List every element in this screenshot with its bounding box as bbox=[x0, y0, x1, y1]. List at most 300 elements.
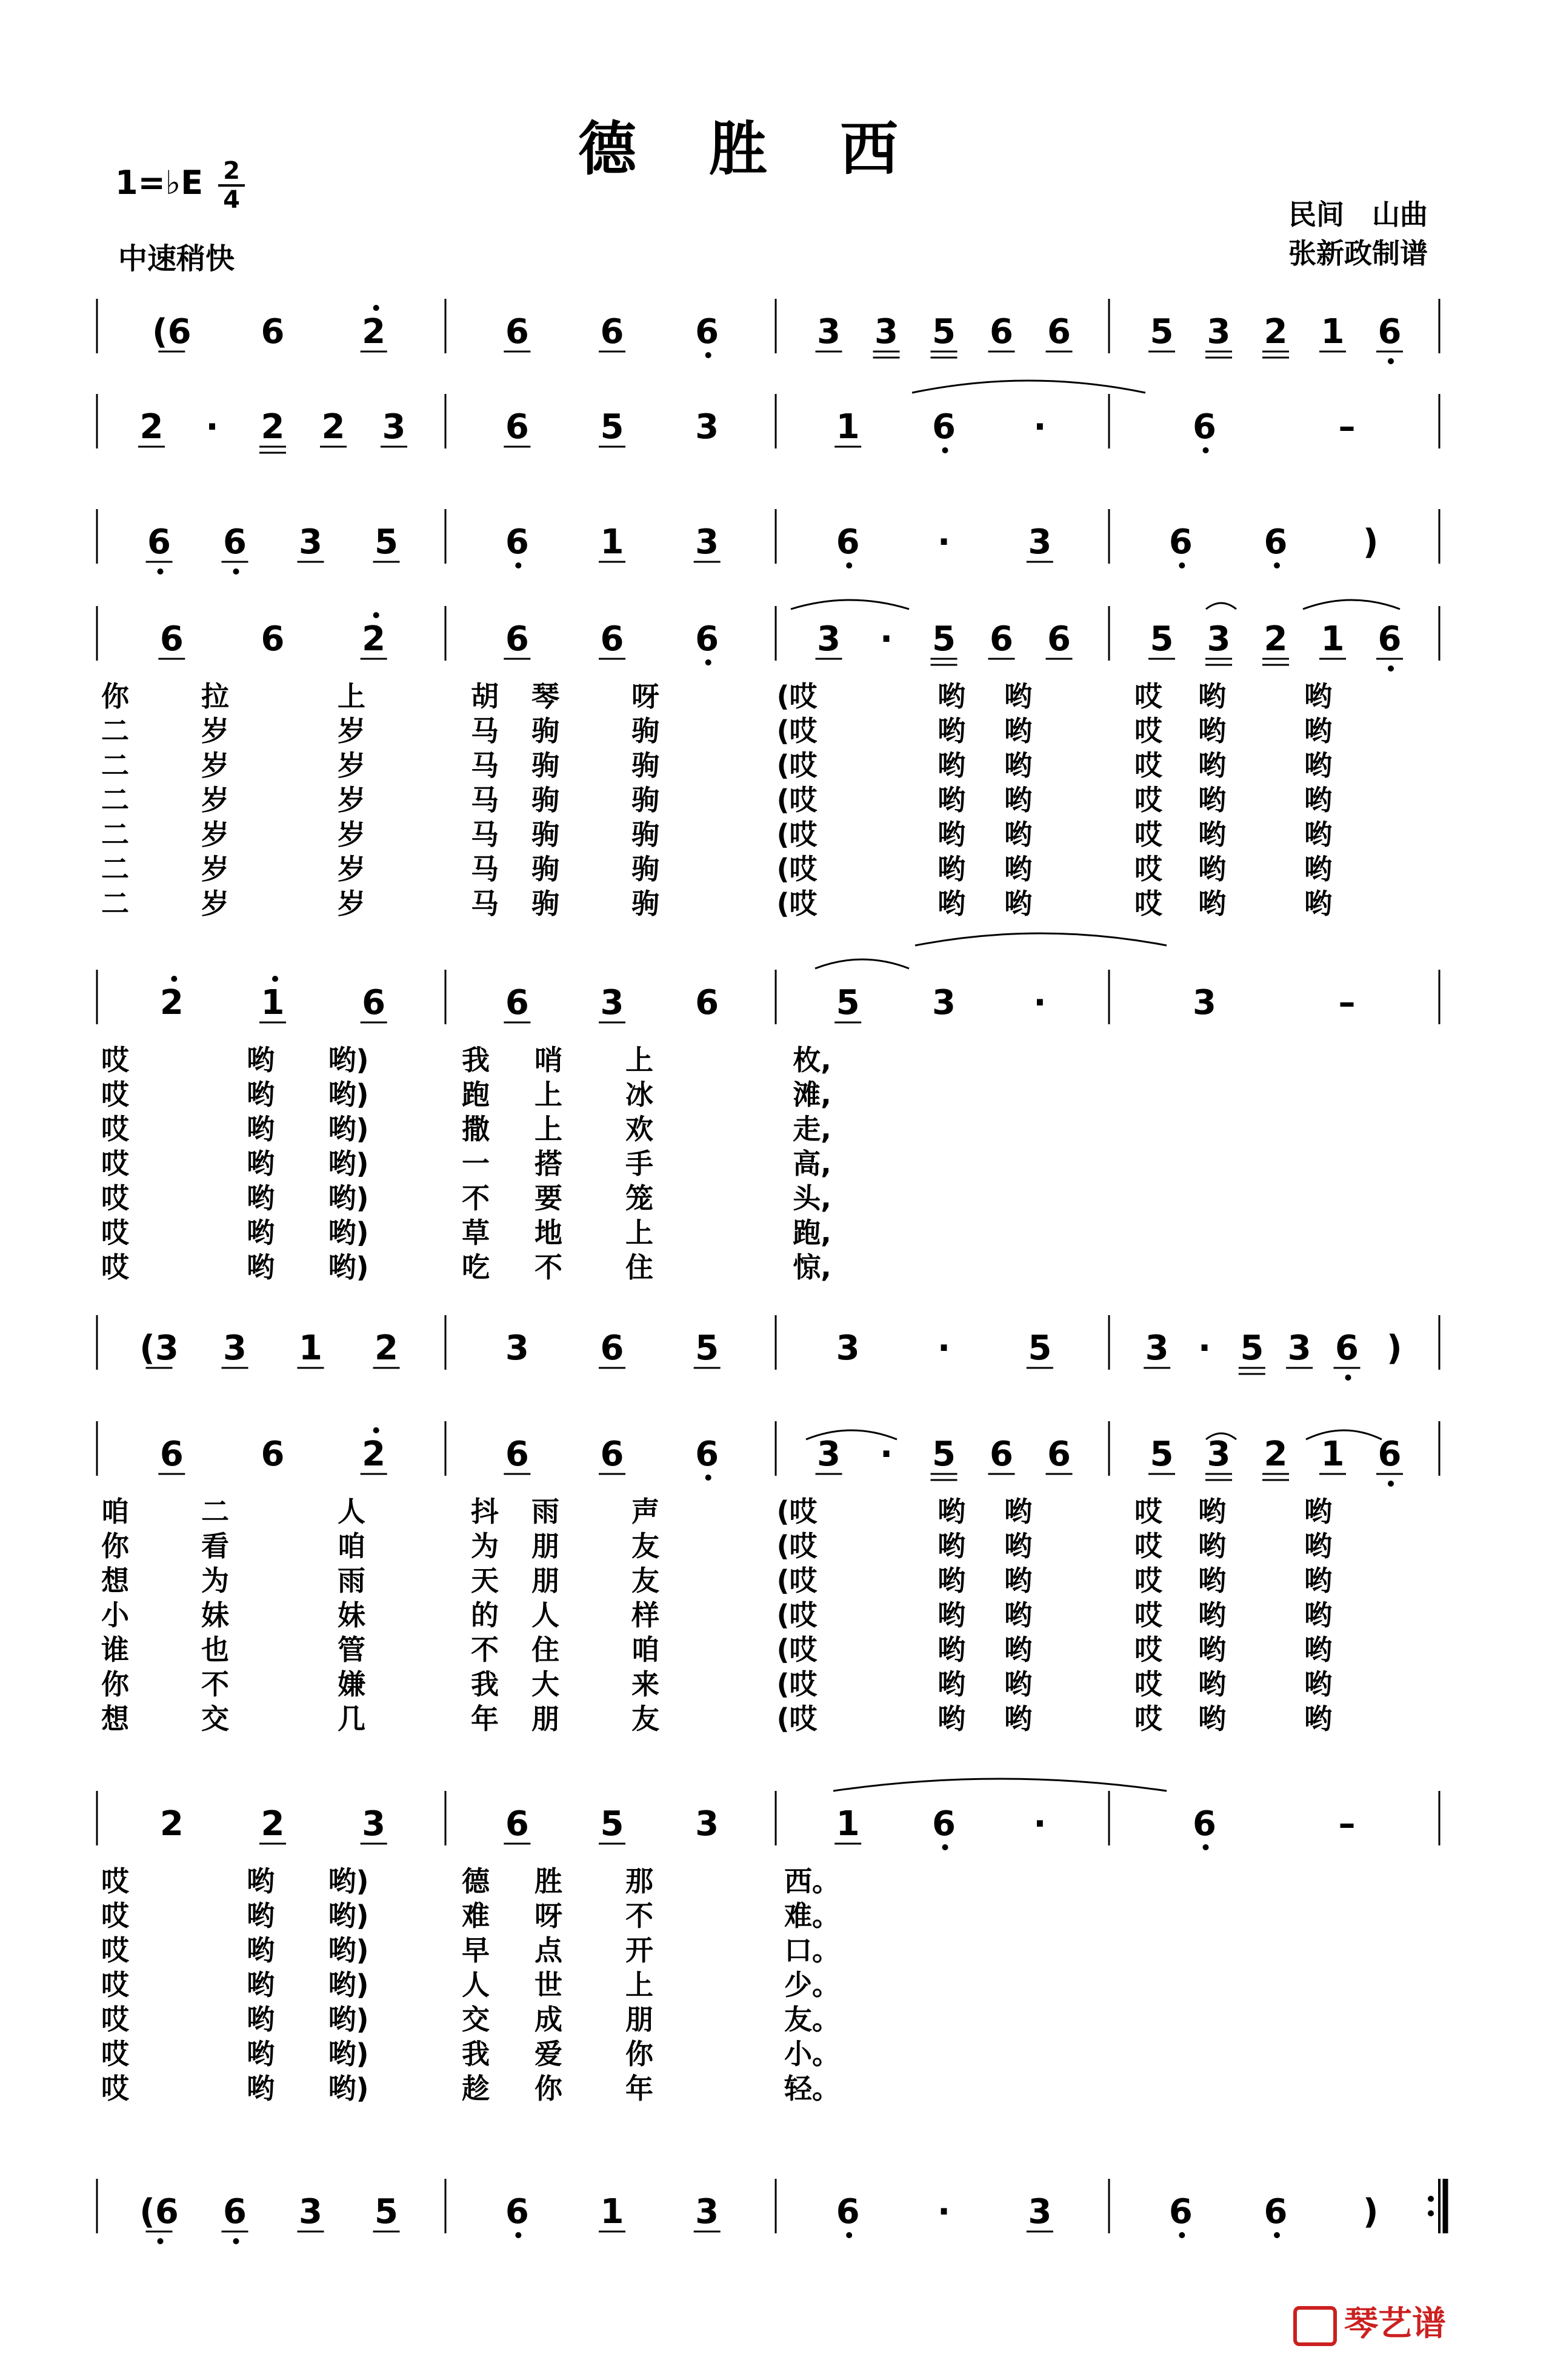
octave-dot-low bbox=[1179, 2232, 1185, 2238]
lyric-syllable: 二 bbox=[101, 784, 129, 816]
lyric-syllable: 岁 bbox=[201, 818, 229, 851]
lyric-syllable: 来 bbox=[631, 1668, 659, 1701]
lyric-syllable: 哎 bbox=[1134, 1530, 1162, 1562]
time-signature-top: 2 bbox=[223, 157, 240, 185]
lyric-syllable: 管 bbox=[338, 1633, 365, 1666]
lyric-syllable: 你 bbox=[625, 2038, 653, 2070]
note: 3 bbox=[932, 983, 956, 1022]
lyric-syllable: 想 bbox=[101, 1702, 129, 1735]
octave-dot-low bbox=[1345, 1375, 1351, 1381]
lyric-syllable: 开 bbox=[625, 1934, 653, 1967]
lyric-syllable: 二 bbox=[101, 715, 129, 747]
lyric-syllable: 岁 bbox=[338, 818, 365, 851]
note: 3 bbox=[1028, 2192, 1052, 2232]
lyric-syllable: (哎 bbox=[776, 853, 818, 885]
lyric-syllable: 哟 bbox=[1304, 853, 1332, 885]
lyric-syllable: 哟 bbox=[1198, 1599, 1226, 1632]
note: · bbox=[1033, 407, 1047, 447]
lyric-syllable: 哟 bbox=[1198, 1668, 1226, 1701]
lyric-syllable: 草 bbox=[462, 1216, 490, 1249]
lyric-syllable: 年 bbox=[471, 1702, 499, 1735]
lyric-syllable: 二 bbox=[101, 818, 129, 851]
octave-dot-high bbox=[272, 976, 278, 982]
note: 2 bbox=[362, 619, 386, 659]
octave-dot-low bbox=[515, 2232, 521, 2238]
note: 5 bbox=[1240, 1328, 1264, 1368]
lyric-syllable: 哎 bbox=[101, 1147, 129, 1180]
note: (3 bbox=[139, 1328, 179, 1368]
lyric-syllable: 驹 bbox=[531, 784, 559, 816]
lyric-syllable: 哎 bbox=[101, 1044, 129, 1076]
lyric-syllable: 哟 bbox=[1304, 749, 1332, 782]
note: 6 bbox=[1168, 522, 1193, 562]
lyric-syllable: 咱 bbox=[631, 1633, 659, 1666]
note: – bbox=[1338, 1804, 1356, 1844]
note: 2 bbox=[1264, 619, 1288, 659]
octave-dot-low bbox=[1203, 1844, 1209, 1850]
octave-dot-high bbox=[373, 1427, 379, 1433]
lyric-syllable: 哟 bbox=[1304, 818, 1332, 851]
note: – bbox=[1338, 983, 1356, 1022]
lyric-syllable: 上 bbox=[625, 1044, 653, 1076]
note: 6 bbox=[505, 619, 529, 659]
lyric-syllable: 高, bbox=[793, 1147, 831, 1180]
lyric-syllable: 哟 bbox=[247, 2003, 275, 2036]
repeat-dot bbox=[1428, 2196, 1434, 2202]
note: 3 bbox=[1193, 983, 1216, 1022]
lyric-syllable: 驹 bbox=[531, 853, 559, 885]
lyric-syllable: 交 bbox=[462, 2003, 490, 2036]
lyric-syllable: 轻。 bbox=[784, 2072, 840, 2105]
note: 3 bbox=[695, 1804, 719, 1844]
lyric-syllable: 地 bbox=[535, 1216, 562, 1249]
lyric-syllable: 胜 bbox=[535, 1865, 562, 1898]
lyric-syllable: 几 bbox=[338, 1702, 365, 1735]
lyric-syllable: 枚, bbox=[793, 1044, 831, 1076]
note: 3 bbox=[695, 2192, 719, 2232]
note: 6 bbox=[1377, 312, 1402, 352]
lyric-syllable: 趁 bbox=[462, 2072, 490, 2105]
lyric-syllable: 哟) bbox=[328, 1899, 369, 1932]
octave-dot-high bbox=[373, 305, 379, 311]
lyric-syllable: 马 bbox=[471, 715, 499, 747]
lyric-syllable: 头, bbox=[793, 1182, 831, 1215]
lyric-syllable: 难 bbox=[462, 1899, 490, 1932]
octave-dot-high bbox=[373, 612, 379, 618]
lyric-syllable: 哟 bbox=[1004, 887, 1032, 920]
lyric-syllable: 哟 bbox=[247, 1078, 275, 1111]
lyric-syllable: 哎 bbox=[1134, 749, 1162, 782]
lyric-syllable: 不 bbox=[471, 1633, 499, 1666]
lyric-syllable: 哟 bbox=[1004, 1495, 1032, 1528]
octave-dot-low bbox=[705, 1475, 711, 1481]
lyric-syllable: 哟 bbox=[1198, 1633, 1226, 1666]
lyric-syllable: 友 bbox=[631, 1702, 659, 1735]
note: 2 bbox=[261, 407, 285, 447]
lyric-syllable: 妹 bbox=[338, 1599, 365, 1632]
lyric-syllable: 哎 bbox=[1134, 1599, 1162, 1632]
lyric-syllable: 西。 bbox=[784, 1865, 840, 1898]
lyric-syllable: 哟 bbox=[1198, 1530, 1226, 1562]
octave-dot-low bbox=[158, 2238, 164, 2244]
note: 1 bbox=[261, 983, 285, 1022]
note: 6 bbox=[990, 619, 1013, 659]
note: 3 bbox=[362, 1804, 386, 1844]
note: 5 bbox=[600, 407, 624, 447]
lyric-syllable: 哟 bbox=[1004, 1668, 1032, 1701]
lyric-syllable: 跑 bbox=[462, 1078, 490, 1111]
lyric-syllable: 哟) bbox=[328, 1147, 369, 1180]
note: · bbox=[205, 407, 219, 447]
lyric-syllable: 哟 bbox=[1004, 1530, 1032, 1562]
lyric-syllable: 哟) bbox=[328, 2003, 369, 2036]
lyric-syllable: 朋 bbox=[531, 1564, 559, 1597]
note: 6 bbox=[159, 619, 184, 659]
song-title: 德胜西 bbox=[578, 115, 971, 183]
lyric-syllable: 谁 bbox=[101, 1633, 129, 1666]
note: 6 bbox=[505, 2192, 529, 2232]
lyric-syllable: 德 bbox=[462, 1865, 490, 1898]
note: 5 bbox=[836, 983, 860, 1022]
note: 2 bbox=[375, 1328, 398, 1368]
lyric-syllable: 哎 bbox=[1134, 1633, 1162, 1666]
note: 5 bbox=[932, 312, 956, 352]
lyric-syllable: 人 bbox=[531, 1599, 559, 1632]
lyric-syllable: 人 bbox=[338, 1495, 365, 1528]
lyric-syllable: 二 bbox=[101, 887, 129, 920]
note: 3 bbox=[817, 619, 841, 659]
lyric-syllable: 上 bbox=[625, 1216, 653, 1249]
lyric-syllable: 哟 bbox=[1198, 818, 1226, 851]
note: 6 bbox=[1264, 522, 1288, 562]
lyric-syllable: 朋 bbox=[625, 2003, 653, 2036]
note: 1 bbox=[600, 2192, 624, 2232]
lyric-syllable: 二 bbox=[101, 853, 129, 885]
lyric-syllable: 上 bbox=[625, 1968, 653, 2001]
lyric-syllable: 哟 bbox=[1304, 784, 1332, 816]
lyric-syllable: 驹 bbox=[631, 715, 659, 747]
note: 6 bbox=[695, 1435, 719, 1474]
octave-dot-low bbox=[233, 568, 239, 575]
lyric-syllable: 哟 bbox=[1198, 1702, 1226, 1735]
octave-dot-low bbox=[846, 2232, 852, 2238]
lyric-syllable: 哟 bbox=[1004, 1599, 1032, 1632]
lyric-syllable: 哟 bbox=[1304, 1633, 1332, 1666]
lyric-syllable: 哟 bbox=[1304, 680, 1332, 713]
lyric-syllable: 哟 bbox=[938, 853, 965, 885]
note: · bbox=[937, 2192, 951, 2232]
note: 3 bbox=[1028, 522, 1052, 562]
lyric-syllable: 哟 bbox=[1304, 1599, 1332, 1632]
lyric-syllable: 哟 bbox=[938, 1633, 965, 1666]
note: (6 bbox=[139, 2192, 179, 2232]
octave-dot-low bbox=[705, 659, 711, 665]
note: 2 bbox=[159, 1804, 184, 1844]
lyric-syllable: 马 bbox=[471, 887, 499, 920]
lyric-syllable: 哟) bbox=[328, 1251, 369, 1284]
note: 6 bbox=[990, 1435, 1013, 1474]
octave-dot-low bbox=[515, 562, 521, 568]
lyric-syllable: 哟 bbox=[1304, 1564, 1332, 1597]
octave-dot-low bbox=[1203, 447, 1209, 453]
note: 6 bbox=[505, 522, 529, 562]
lyric-syllable: 哎 bbox=[101, 1182, 129, 1215]
lyric-syllable: (哎 bbox=[776, 818, 818, 851]
lyric-syllable: 驹 bbox=[531, 818, 559, 851]
note: 6 bbox=[1047, 312, 1071, 352]
lyric-syllable: 哟 bbox=[247, 1251, 275, 1284]
note: 5 bbox=[695, 1328, 719, 1368]
note: 5 bbox=[1150, 312, 1174, 352]
note: 5 bbox=[932, 619, 956, 659]
note: 3 bbox=[874, 312, 898, 352]
lyric-syllable: 哟) bbox=[328, 2072, 369, 2105]
lyric-syllable: 滩, bbox=[793, 1078, 831, 1111]
lyric-syllable: 马 bbox=[471, 784, 499, 816]
lyric-syllable: 哎 bbox=[1134, 715, 1162, 747]
note: 6 bbox=[600, 1328, 624, 1368]
lyric-syllable: 哎 bbox=[101, 1899, 129, 1932]
lyric-syllable: 岁 bbox=[338, 784, 365, 816]
lyric-syllable: 吃 bbox=[462, 1251, 490, 1284]
lyric-syllable: 咱 bbox=[338, 1530, 365, 1562]
lyric-syllable: 哟 bbox=[1004, 1702, 1032, 1735]
lyric-syllable: (哎 bbox=[776, 749, 818, 782]
lyric-syllable: 哟 bbox=[1004, 715, 1032, 747]
note: 6 bbox=[1047, 1435, 1071, 1474]
lyric-syllable: 交 bbox=[201, 1702, 229, 1735]
lyric-syllable: 岁 bbox=[201, 853, 229, 885]
lyric-syllable: 不 bbox=[625, 1899, 653, 1932]
note: 3 bbox=[600, 983, 624, 1022]
lyric-syllable: 哟 bbox=[938, 1599, 965, 1632]
note: 2 bbox=[261, 1804, 285, 1844]
lyric-syllable: 马 bbox=[471, 818, 499, 851]
lyric-syllable: 要 bbox=[535, 1182, 562, 1215]
note: 6 bbox=[1193, 407, 1216, 447]
lyric-syllable: 欢 bbox=[625, 1113, 653, 1145]
lyric-syllable: 雨 bbox=[338, 1564, 365, 1597]
note: 3 bbox=[1207, 619, 1231, 659]
note: 2 bbox=[1264, 312, 1288, 352]
note: 6 bbox=[223, 522, 247, 562]
lyric-syllable: 驹 bbox=[631, 784, 659, 816]
slur bbox=[1303, 600, 1400, 609]
lyric-syllable: 跑, bbox=[793, 1216, 831, 1249]
lyric-syllable: 妹 bbox=[201, 1599, 229, 1632]
lyric-syllable: 哎 bbox=[101, 1216, 129, 1249]
lyric-syllable: 二 bbox=[101, 749, 129, 782]
lyric-syllable: 哟 bbox=[1198, 715, 1226, 747]
note: 5 bbox=[375, 522, 398, 562]
time-signature-bottom: 4 bbox=[223, 186, 240, 214]
lyric-syllable: 哎 bbox=[101, 1968, 129, 2001]
note: 3 bbox=[1207, 312, 1231, 352]
lyric-syllable: 朋 bbox=[531, 1702, 559, 1735]
note: · bbox=[1033, 983, 1047, 1022]
lyric-syllable: 我 bbox=[471, 1668, 499, 1701]
lyric-syllable: 小 bbox=[101, 1599, 129, 1632]
lyric-syllable: 岁 bbox=[338, 715, 365, 747]
note: · bbox=[937, 1328, 951, 1368]
note: 3 bbox=[836, 1328, 860, 1368]
note: 3 bbox=[817, 1435, 841, 1474]
lyric-syllable: (哎 bbox=[776, 1702, 818, 1735]
lyric-syllable: 一 bbox=[462, 1147, 490, 1180]
note: 6 bbox=[223, 2192, 247, 2232]
lyric-syllable: 哎 bbox=[1134, 853, 1162, 885]
lyric-syllable: 拉 bbox=[201, 680, 229, 713]
lyric-syllable: (哎 bbox=[776, 1633, 818, 1666]
lyric-syllable: 咱 bbox=[101, 1495, 129, 1528]
note: 2 bbox=[362, 312, 386, 352]
lyric-syllable: 惊, bbox=[793, 1251, 831, 1284]
slur bbox=[815, 959, 909, 968]
octave-dot-low bbox=[1274, 562, 1280, 568]
octave-dot-low bbox=[846, 562, 852, 568]
lyric-syllable: 驹 bbox=[631, 749, 659, 782]
lyric-syllable: 哟 bbox=[938, 715, 965, 747]
note: 6 bbox=[505, 983, 529, 1022]
octave-dot-low bbox=[705, 352, 711, 358]
lyric-syllable: (哎 bbox=[776, 784, 818, 816]
lyric-syllable: 哟 bbox=[1004, 784, 1032, 816]
note: 2 bbox=[1264, 1435, 1288, 1474]
lyric-syllable: 哟 bbox=[247, 1865, 275, 1898]
lyric-syllable: 哎 bbox=[1134, 1495, 1162, 1528]
lyric-syllable: 的 bbox=[471, 1599, 499, 1632]
lyric-syllable: 天 bbox=[471, 1564, 499, 1597]
slur bbox=[1206, 603, 1236, 609]
lyric-syllable: 呀 bbox=[631, 680, 659, 713]
lyric-syllable: 哎 bbox=[101, 1078, 129, 1111]
lyric-syllable: 哟 bbox=[1304, 1530, 1332, 1562]
note: 3 bbox=[1145, 1328, 1169, 1368]
lyric-syllable: 驹 bbox=[631, 818, 659, 851]
lyric-syllable: 哎 bbox=[101, 1934, 129, 1967]
lyric-syllable: 冰 bbox=[625, 1078, 653, 1111]
lyric-syllable: 你 bbox=[535, 2072, 562, 2105]
note: 6 bbox=[932, 1804, 956, 1844]
note: 1 bbox=[600, 522, 624, 562]
note: 2 bbox=[362, 1435, 386, 1474]
lyric-syllable: 二 bbox=[201, 1495, 229, 1528]
lyric-syllable: 岁 bbox=[338, 853, 365, 885]
lyric-syllable: 看 bbox=[201, 1530, 229, 1562]
lyric-syllable: (哎 bbox=[776, 1495, 818, 1528]
lyric-syllable: 年 bbox=[625, 2072, 653, 2105]
lyric-syllable: 哎 bbox=[101, 2003, 129, 2036]
lyric-syllable: 抖 bbox=[471, 1495, 499, 1528]
lyric-syllable: 哎 bbox=[101, 1251, 129, 1284]
note: 3 bbox=[695, 407, 719, 447]
lyric-syllable: 胡 bbox=[471, 680, 499, 713]
lyric-syllable: 口。 bbox=[784, 1934, 840, 1967]
lyric-syllable: 你 bbox=[101, 1530, 129, 1562]
lyric-syllable: 哟 bbox=[938, 818, 965, 851]
note: 6 bbox=[159, 1435, 184, 1474]
lyric-syllable: 哎 bbox=[1134, 1702, 1162, 1735]
note: · bbox=[879, 1435, 893, 1474]
lyric-syllable: 哟) bbox=[328, 1216, 369, 1249]
note: 3 bbox=[695, 522, 719, 562]
lyric-syllable: 哟 bbox=[938, 680, 965, 713]
note: 6 bbox=[695, 312, 719, 352]
lyric-syllable: 我 bbox=[462, 1044, 490, 1076]
lyric-syllable: 人 bbox=[462, 1968, 490, 2001]
note: 6 bbox=[1377, 619, 1402, 659]
note: 1 bbox=[299, 1328, 322, 1368]
lyric-syllable: 为 bbox=[201, 1564, 229, 1597]
lyric-syllable: 哟 bbox=[1198, 749, 1226, 782]
note: 6 bbox=[1168, 2192, 1193, 2232]
note: 6 bbox=[362, 983, 386, 1022]
note: 5 bbox=[932, 1435, 956, 1474]
note: (6 bbox=[152, 312, 192, 352]
lyric-syllable: 声 bbox=[631, 1495, 659, 1528]
lyric-syllable: (哎 bbox=[776, 680, 818, 713]
lyric-syllable: 大 bbox=[531, 1668, 559, 1701]
lyric-syllable: 哟 bbox=[1198, 887, 1226, 920]
note: 3 bbox=[382, 407, 406, 447]
lyric-syllable: 哟 bbox=[938, 1530, 965, 1562]
lyric-syllable: 哟) bbox=[328, 1078, 369, 1111]
note: 1 bbox=[836, 407, 860, 447]
lyric-syllable: 哨 bbox=[535, 1044, 562, 1076]
lyric-syllable: 世 bbox=[535, 1968, 562, 2001]
lyric-syllable: 哟) bbox=[328, 1934, 369, 1967]
lyric-syllable: 哟 bbox=[1198, 680, 1226, 713]
lyric-syllable: 哎 bbox=[1134, 1564, 1162, 1597]
lyric-syllable: 岁 bbox=[338, 887, 365, 920]
lyric-syllable: 岁 bbox=[201, 784, 229, 816]
lyric-syllable: 呀 bbox=[535, 1899, 562, 1932]
slur bbox=[912, 381, 1145, 393]
slur bbox=[833, 1779, 1167, 1791]
note: 6 bbox=[505, 1804, 529, 1844]
note: 6 bbox=[1193, 1804, 1216, 1844]
lyric-syllable: 哎 bbox=[101, 2038, 129, 2070]
lyric-syllable: 哟 bbox=[247, 1113, 275, 1145]
lyric-syllable: 友 bbox=[631, 1530, 659, 1562]
lyric-syllable: 爱 bbox=[535, 2038, 562, 2070]
watermark-logo-icon bbox=[1293, 2306, 1337, 2346]
note: 2 bbox=[321, 407, 345, 447]
note: 6 bbox=[990, 312, 1013, 352]
lyric-syllable: 哟 bbox=[1304, 1702, 1332, 1735]
lyric-syllable: 岁 bbox=[201, 887, 229, 920]
lyric-syllable: 哟) bbox=[328, 1182, 369, 1215]
lyric-syllable: 手 bbox=[625, 1147, 653, 1180]
lyric-syllable: (哎 bbox=[776, 1599, 818, 1632]
lyric-syllable: 哎 bbox=[1134, 784, 1162, 816]
lyric-syllable: 驹 bbox=[531, 715, 559, 747]
lyric-syllable: 不 bbox=[462, 1182, 490, 1215]
note: 6 bbox=[1377, 1435, 1402, 1474]
note: 6 bbox=[261, 619, 285, 659]
note: 3 bbox=[1287, 1328, 1311, 1368]
note: 1 bbox=[1321, 312, 1345, 352]
note: 3 bbox=[223, 1328, 247, 1368]
lyric-syllable: 驹 bbox=[631, 853, 659, 885]
lyric-syllable: 岁 bbox=[201, 715, 229, 747]
octave-dot-low bbox=[1388, 358, 1394, 364]
note: 3 bbox=[505, 1328, 529, 1368]
lyric-syllable: 友。 bbox=[784, 2003, 840, 2036]
lyric-syllable: 哟) bbox=[328, 1044, 369, 1076]
lyric-syllable: 搭 bbox=[535, 1147, 562, 1180]
lyric-syllable: 哟 bbox=[1004, 818, 1032, 851]
